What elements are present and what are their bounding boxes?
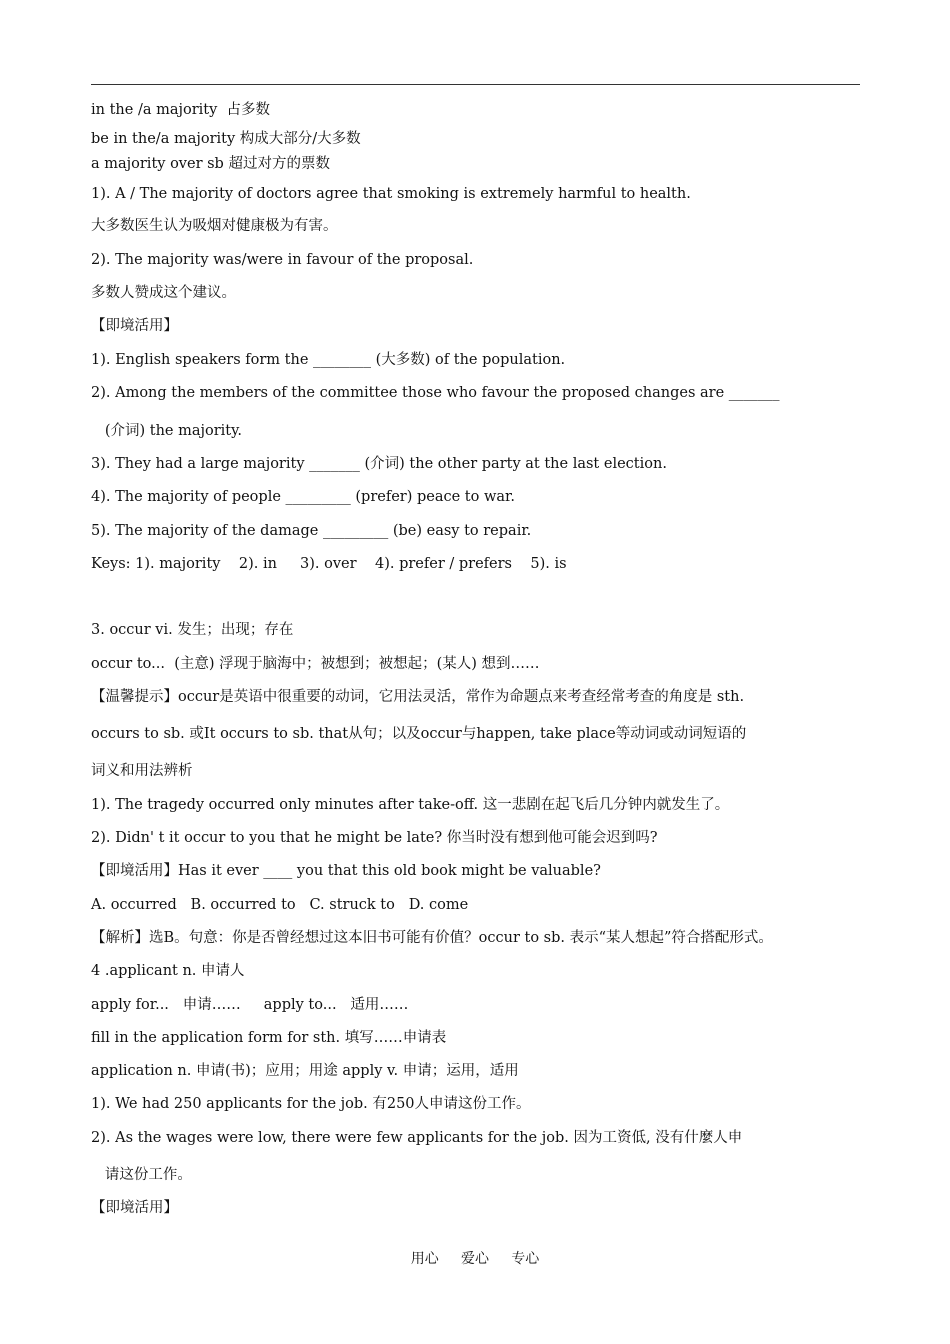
example-sentence: 1). A / The majority of doctors agree that smoking is extremely harmful to health. — [91, 186, 691, 202]
example-sentence: 请这份工作。 — [91, 1167, 192, 1183]
text-line: a majority over sb 超过对方的票数 — [91, 156, 330, 172]
header-rule — [91, 84, 860, 85]
section-heading: 【即境活用】 — [91, 1200, 178, 1216]
translation: 大多数医生认为吸烟对健康极为有害。 — [91, 218, 338, 234]
text-line: fill in the application form for sth. 填写……申请表 — [91, 1030, 447, 1046]
text-line: occur to... (主意) 浮现于脑海中；被想到；被想起；(某人) 想到…… — [91, 656, 540, 672]
exercise-item: 4). The majority of people _________ (prefer) peace to war. — [91, 489, 515, 505]
exercise-item: 【即境活用】Has it ever ____ you that this old book might be valuable? — [91, 863, 601, 879]
text-line: application n. 申请(书)；应用；用途 apply v. 申请；运用，适用 — [91, 1063, 519, 1079]
example-sentence: 2). Didn' t it occur to you that he might be late? 你当时没有想到他可能会迟到吗? — [91, 830, 658, 846]
example-sentence: 1). The tragedy occurred only minutes after take-off. 这一悲剧在起飞后几分钟内就发生了。 — [91, 797, 730, 813]
explanation: 【解析】选B。句意：你是否曾经想过这本旧书可能有价值？occur to sb. 表示“某人想起”符合搭配形式。 — [91, 930, 773, 946]
text-line: in the /a majority 占多数 — [91, 102, 271, 118]
tip-text: 词义和用法辨析 — [91, 763, 193, 779]
example-sentence: 1). We had 250 applicants for the job. 有250人申请这份工作。 — [91, 1096, 531, 1112]
example-sentence: 2). As the wages were low, there were few applicants for the job. 因为工资低, 没有什麼人申 — [91, 1130, 743, 1146]
example-sentence: 2). The majority was/were in favour of the proposal. — [91, 252, 474, 268]
page-footer: 用心 爱心 专心 — [410, 1251, 540, 1267]
exercise-item: 5). The majority of the damage _________ (be) easy to repair. — [91, 523, 532, 539]
exercise-item: 1). English speakers form the ________ (大多数) of the population. — [91, 352, 566, 368]
answer-keys: Keys: 1). majority 2). in 3). over 4). prefer / prefers 5). is — [91, 556, 567, 572]
tip-text: 【温馨提示】occur是英语中很重要的动词，它用法灵活，常作为命题点来考查经常考查的角度是 sth. — [91, 689, 745, 705]
answer-options: A. occurred B. occurred to C. struck to D. come — [91, 897, 469, 913]
section-heading: 【即境活用】 — [91, 318, 178, 334]
text-line: be in the/a majority 构成大部分/大多数 — [91, 131, 361, 147]
exercise-item: 2). Among the members of the committee those who favour the proposed changes are _______ — [91, 385, 780, 401]
exercise-item: 3). They had a large majority _______ (介词) the other party at the last election. — [91, 456, 667, 472]
entry-heading: 4 .applicant n. 申请人 — [91, 963, 245, 979]
translation: 多数人赞成这个建议。 — [91, 285, 236, 301]
text-line: apply for... 申请…… apply to... 适用…… — [91, 997, 409, 1013]
exercise-item: (介词) the majority. — [91, 423, 242, 439]
tip-text: occurs to sb. 或It occurs to sb. that从句；以及occur与happen, take place等动词或动词短语的 — [91, 726, 747, 742]
entry-heading: 3. occur vi. 发生；出现；存在 — [91, 622, 294, 638]
